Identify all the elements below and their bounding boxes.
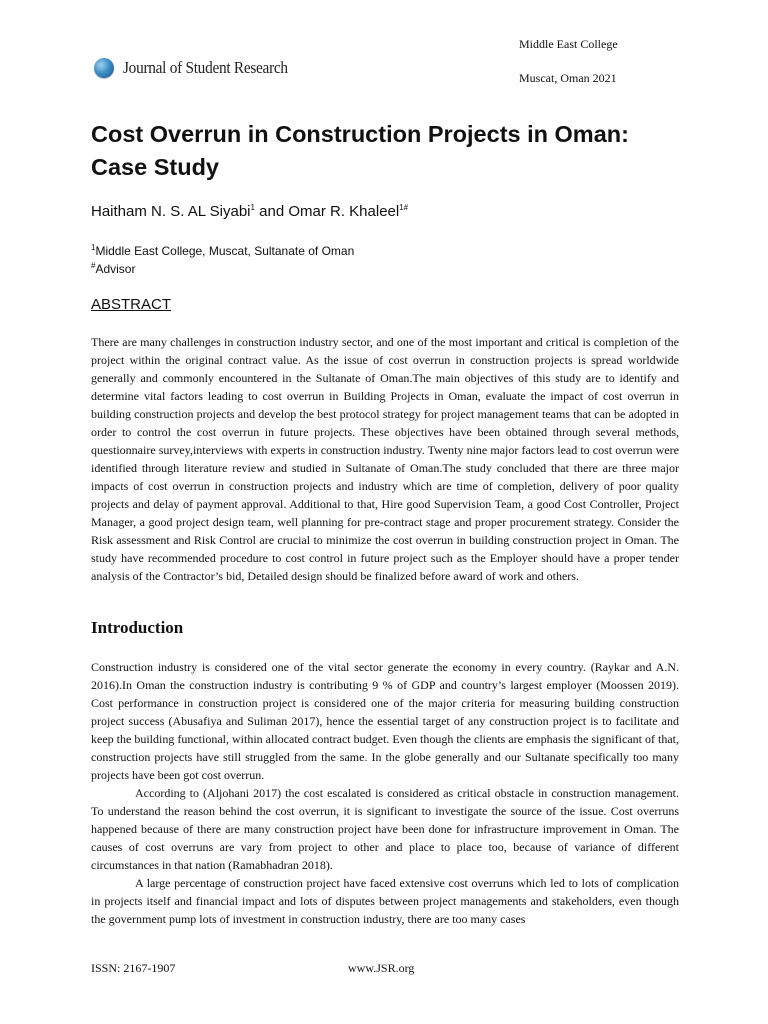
introduction-heading: Introduction bbox=[91, 618, 184, 637]
affiliation-superscript: # bbox=[91, 261, 96, 270]
author-superscript: 1# bbox=[399, 203, 409, 212]
introduction-paragraph: Construction industry is considered one of the vital sector generate the economy in every country. (Raykar and A.N. 2016).In Oman the construction industry is contributing 9 % of GDP and country’s largest employer (Moossen 2019). Cost performance in construction project is considered one of the major criteria for measuring building construction project success (Abusafiya and Suliman 2017), hence the essential target of any construction project is to facilitate and keep the building functional, within allocated contract budget. Even though the clients are emphasis the significant of that, construction projects have still struggled from the same. In the globe generally and our Sultanate specifically too many projects have been got cost overrun. bbox=[91, 660, 679, 782]
affiliation-text: Advisor bbox=[95, 262, 136, 276]
affiliation-line bbox=[91, 262, 135, 276]
abstract-heading: ABSTRACT bbox=[91, 296, 172, 313]
affiliation-superscript: 1 bbox=[91, 243, 96, 252]
footer-website: www.JSR.org bbox=[348, 961, 415, 975]
author-superscript: 1 bbox=[250, 203, 255, 212]
affiliation-line bbox=[91, 244, 354, 258]
author-name: Haitham N. S. AL Siyabi bbox=[91, 203, 251, 220]
abstract-body bbox=[91, 333, 679, 585]
author-name: Omar R. Khaleel bbox=[288, 203, 400, 220]
author-connector: and bbox=[254, 203, 289, 220]
introduction-paragraph: A large percentage of construction project have faced extensive cost overruns which led to lots of complication in projects itself and financial impact and lots of disputes between project managements and stakeholders, even though the government pump lots of investment in construction industry, there are too many cases bbox=[91, 876, 679, 926]
header-institution: Middle East College bbox=[519, 37, 618, 51]
abstract-paragraph: There are many challenges in construction industry sector, and one of the most important and critical is completion of the project within the original contract value. As the issue of cost overrun in construction projects is spread worldwide generally and commonly encountered in the Sultanate of Oman.The main objectives of this study are to identify and determine vital factors leading to cost overrun in Building Projects in Oman, evaluate the impact of cost overrun in building construction projects and develop the best protocol strategy for project management teams that can be adopted in order to control the cost overrun in future projects. These objectives have been obtained through several methods, questionnaire survey,interviews with experts in construction industry. Twenty nine major factors lead to cost overrun were identified through literature review and studied in Sultanate of Oman.The study concluded that there are three major impacts of cost overrun in construction projects and industry which are time of completion, delivery of poor quality projects and delay of payment approval. Additional to that, Hire good Supervision Team, a good Cost Controller, Project Manager, a good project design team, well planning for pre-contract stage and proper procurement strategy. Consider the Risk assessment and Risk Control are crucial to minimize the cost overrun in building construction project in Oman. The study have recommended procedure to cost control in future project such as the Employer should have a proper tender analysis of the Contractor’s bid, Detailed design should be finalized before award of work and others. bbox=[91, 335, 679, 583]
affiliation-text: Middle East College, Muscat, Sultanate of Oman bbox=[95, 244, 355, 258]
paper-title: Cost Overrun in Construction Projects in Oman: Case Study bbox=[91, 121, 629, 180]
journal-logo bbox=[94, 55, 306, 81]
introduction-paragraph: According to (Aljohani 2017) the cost escalated is considered as critical obstacle in construction management. To understand the reason behind the cost overrun, it is significant to investigate the source of the issue. Cost overruns happened because of there are many construction project have been done for infrastructure improvement in Oman. The causes of cost overruns are vary from project to other and place to place too, because of variance of different circumstances in that nation (Ramabhadran 2018). bbox=[91, 786, 679, 872]
footer-issn: ISSN: 2167-1907 bbox=[91, 961, 176, 975]
journal-name: Journal of Student Research bbox=[123, 58, 288, 77]
header-location-year: Muscat, Oman 2021 bbox=[519, 71, 617, 85]
globe-icon bbox=[94, 58, 114, 78]
introduction-body bbox=[91, 658, 679, 928]
author-line bbox=[91, 203, 408, 220]
